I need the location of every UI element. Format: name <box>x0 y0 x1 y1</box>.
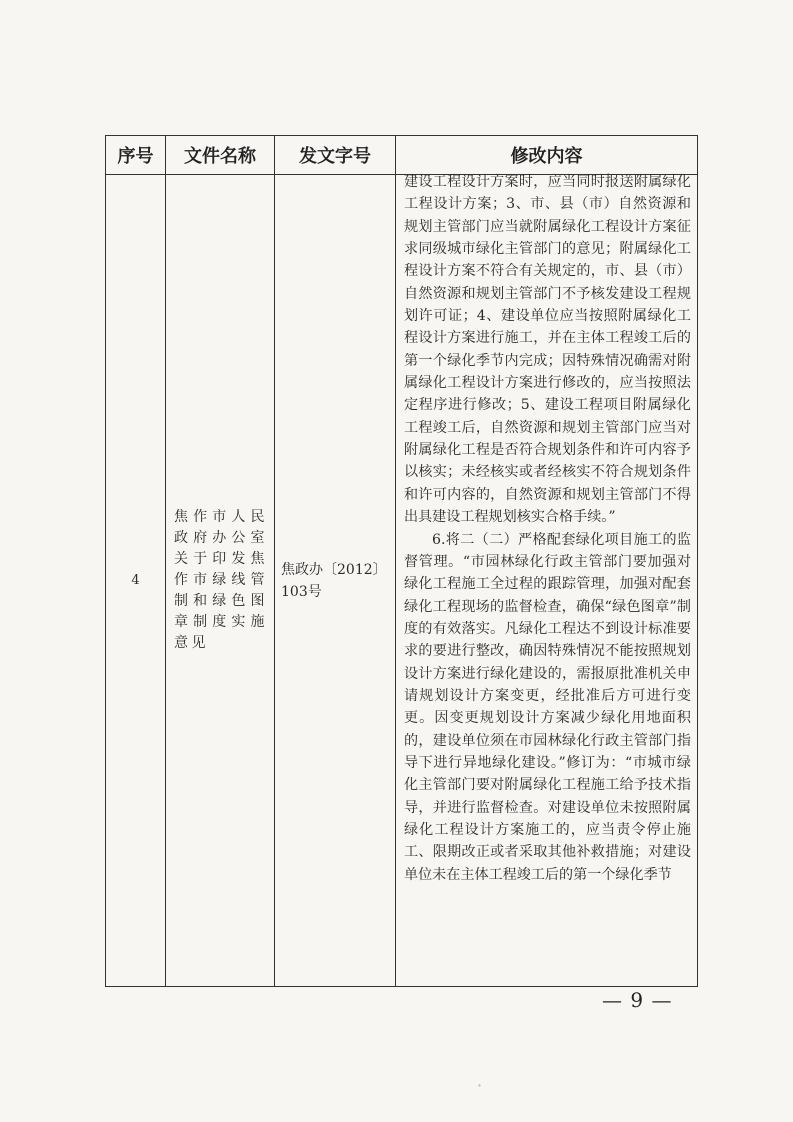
modification-text <box>396 171 697 886</box>
header-doc-number: 发文字号 <box>275 136 396 175</box>
cell-seq: 4 <box>106 175 166 987</box>
modification-paragraph: 建设工程设计方案时，应当同时报送附属绿化工程设计方案；3、市、县（市）自然资源和规划主管部门应当就附属绿化工程设计方案征求同级城市绿化主管部门的意见；附属绿化工程设计方案不符合有关规定的，市、县（市）自然资源和规划主管部门不予核发建设工程规划许可证；4、建设单位应当按照附属绿化工程设计方案进行施工，并在主体工程竣工后的第一个绿化季节内完成；因特殊情况确需对附属绿化工程设计方案进行修改的，应当按照法定程序进行修改；5、建设工程项目附属绿化工程竣工后，自然资源和规划主管部门应当对附属绿化工程是否符合规划条件和许可内容予以核实；未经核实或者经核实不符合规划条件和许可内容的，自然资源和规划主管部门不得出具建设工程规划核实合格手续。” <box>404 174 691 526</box>
modification-table <box>105 135 698 987</box>
file-name-text: 焦作市人民政府办公室关于印发焦作市绿线管制和绿色图章制度实施意见 <box>174 509 268 651</box>
header-modification: 修改内容 <box>396 136 698 175</box>
page-number: — 9 — <box>602 988 673 1012</box>
bottom-mark: ﾞ <box>478 1085 483 1095</box>
table-header-row <box>106 136 698 175</box>
header-seq: 序号 <box>106 136 166 175</box>
table-row <box>106 175 698 987</box>
cell-file-name <box>166 175 275 987</box>
cell-doc-number <box>275 175 396 987</box>
cell-modification <box>396 175 698 987</box>
modification-paragraph: 6.将二（二）严格配套绿化项目施工的监督管理。“市园林绿化行政主管部门要加强对绿化工程施工全过程的跟踪管理，加强对配套绿化工程现场的监督检查，确保“绿色图章”制度的有效落实。凡绿化工程达不到设计标准要求的要进行整改，确因特殊情况不能按照规划设计方案进行绿化建设的，需报原批准机关申请规划设计方案变更，经批准后方可进行变更。因变更规划设计方案减少绿化用地面积的，建设单位须在市园林绿化行政主管部门指导下进行异地绿化建设。”修订为：“市城市绿化主管部门要对附属绿化工程施工给予技术指导，并进行监督检查。对建设单位未按照附属绿化工程设计方案施工的，应当责令停止施工、限期改正或者采取其他补救措施；对建设单位未在主体工程竣工后的第一个绿化季节 <box>404 531 691 883</box>
header-file-name: 文件名称 <box>166 136 275 175</box>
doc-number-text: 焦政办〔2012〕103号 <box>281 561 387 600</box>
